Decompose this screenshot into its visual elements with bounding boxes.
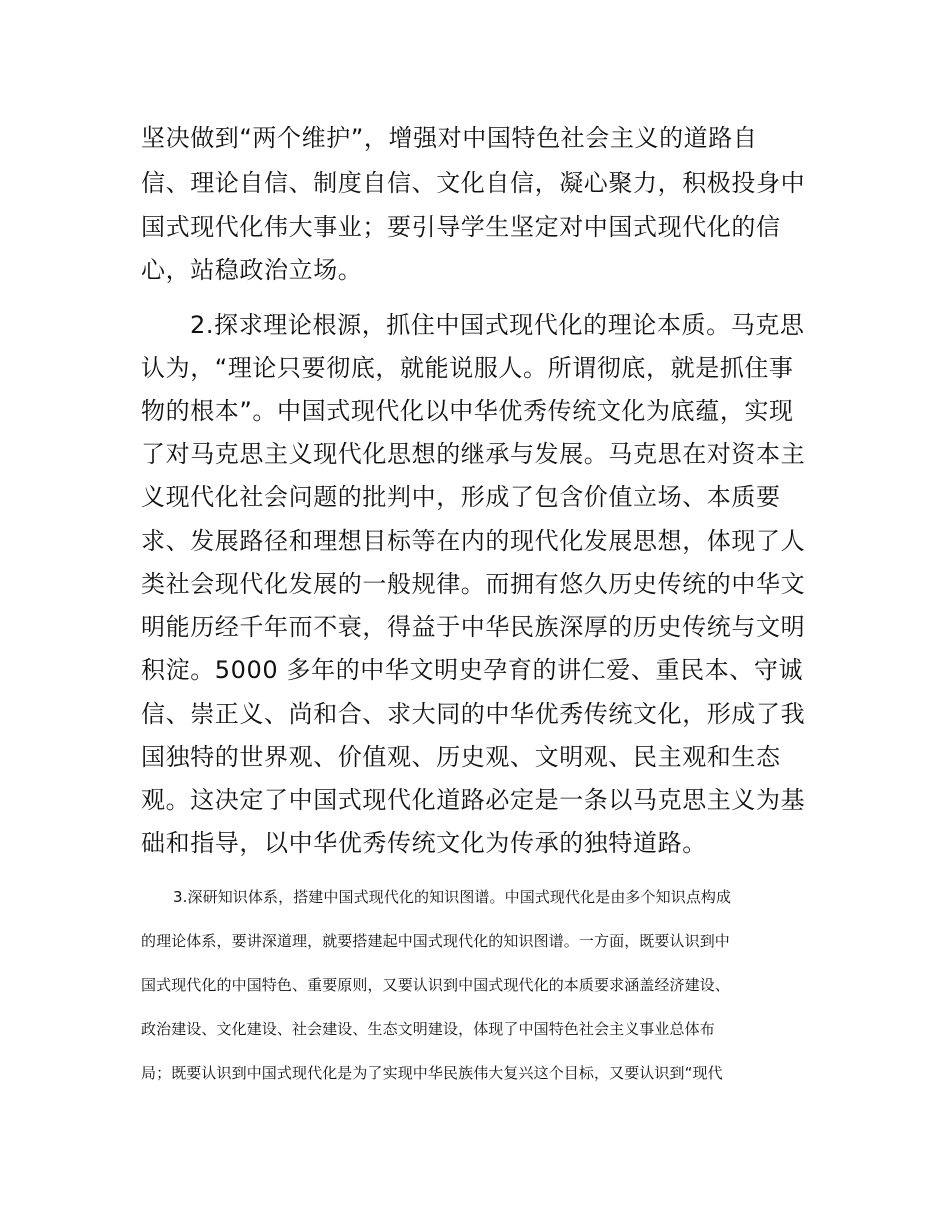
text-line: 明能历经千年而不衰，得益于中华民族深厚的历史传统与文明 [141,613,806,641]
text-line: 积淀。5000 多年的中华文明史孕育的讲仁爱、重民本、守诚 [141,656,804,684]
text-line: 局；既要认识到中国式现代化是为了实现中华民族伟大复兴这个目标，又要认识到“现代 [141,1064,723,1082]
paragraph-heading-line: 2.探求理论根源，抓住中国式现代化的理论本质。马克思 [190,311,805,339]
text-line: 信、崇正义、尚和合、求大同的中华优秀传统文化，形成了我 [141,700,806,728]
text-line: 心，站稳政治立场。 [141,256,363,284]
text-line: 认为，“理论只要彻底，就能说服人。所谓彻底，就是抓住事 [141,354,794,382]
text-line: 国式现代化的中国特色、重要原则，又要认识到中国式现代化的本质要求涵盖经济建设、 [141,976,730,994]
text-line: 国式现代化伟大事业；要引导学生坚定对中国式现代化的信 [141,213,781,241]
text-line: 求、发展路径和理想目标等在内的现代化发展思想，体现了人 [141,527,806,555]
text-line: 政治建设、文化建设、社会建设、生态文明建设，体现了中国特色社会主义事业总体布 [141,1020,715,1038]
paragraph-heading-line: 3.深研知识体系，搭建中国式现代化的知识图谱。中国式现代化是由多个知识点构成 [173,888,732,906]
text-line: 础和指导，以中华优秀传统文化为传承的独特道路。 [141,829,707,857]
text-line: 坚决做到“两个维护”，增强对中国特色社会主义的道路自 [141,124,758,152]
text-line: 类社会现代化发展的一般规律。而拥有悠久历史传统的中华文 [141,570,806,598]
text-line: 信、理论自信、制度自信、文化自信，凝心聚力，积极投身中 [141,169,806,197]
text-line: 的理论体系，要讲深道理，就要搭建起中国式现代化的知识图谱。一方面，既要认识到中 [141,932,730,950]
text-line: 义现代化社会问题的批判中，形成了包含价值立场、本质要 [141,483,781,511]
text-line: 国独特的世界观、价值观、历史观、文明观、民主观和生态 [141,743,781,771]
text-line: 观。这决定了中国式现代化道路必定是一条以马克思主义为基 [141,786,806,814]
text-line: 了对马克思主义现代化思想的继承与发展。马克思在对资本主 [141,440,806,468]
text-line: 物的根本”。中国式现代化以中华优秀传统文化为底蕴，实现 [141,397,794,425]
